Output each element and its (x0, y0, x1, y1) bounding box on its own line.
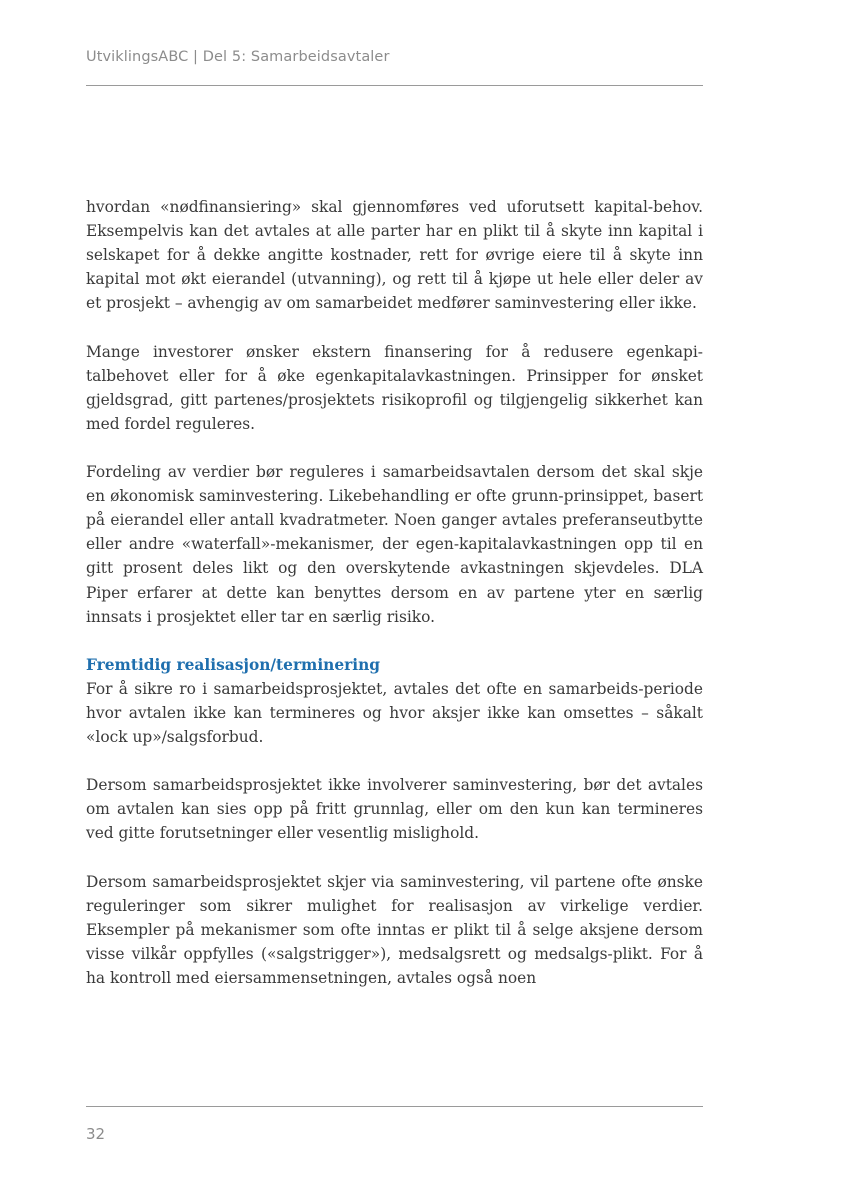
page-number: 32 (86, 1125, 106, 1143)
paragraph-emergency-financing: hvordan «nødfinansiering» skal gjennomføres ved uforutsett kapital-behov. Eksempelvis kan det avtales at alle parter har en plikt til å skyte inn kapital i selskapet for å dekke angitte kostnader, rett for øvrige eiere til å skyte inn kapital mot økt eierandel (utvanning), og rett til å kjøpe ut hele eller deler av et prosjekt – avhengig av om samarbeidet medfører saminvestering eller ikke. (86, 198, 703, 313)
footer-divider (86, 1106, 703, 1107)
running-header: UtviklingsABC | Del 5: Samarbeidsavtaler (86, 49, 390, 65)
paragraph-external-financing: Mange investorer ønsker ekstern finansering for å redusere egenkapi-talbehovet eller for å øke egenkapitalavkastningen. Prinsipper for ønsket gjeldsgrad, gitt partenes/prosjektets risikoprofil og tilgjengelig sikkerhet kan med fordel reguleres. (86, 342, 703, 433)
paragraph-value-distribution: Fordeling av verdier bør reguleres i samarbeidsavtalen dersom det skal skje en økonomisk saminvestering. Likebehandling er ofte grunn-prinsippet, basert på eierandel eller antall kvadratmeter. Noen ganger avtales preferanseutbytte eller andre «waterfall»-mekanismer, der egen-kapitalavkastningen opp til en gitt prosent deles likt og den overskytende avkastningen skjevdeles. DLA Piper erfarer at dette kan benyttes dersom en av partene yter en særlig innsats i prosjektet eller tar en særlig risiko. (86, 463, 703, 626)
paragraph-termination: Dersom samarbeidsprosjektet ikke involverer saminvestering, bør det avtales om avtalen kan sies opp på fritt grunnlag, eller om den kun kan termineres ved gitte forutsetninger eller vesentlig mislighold. (86, 776, 703, 843)
paragraph-co-investment-exit: Dersom samarbeidsprosjektet skjer via saminvestering, vil partene ofte ønske reguleringer som sikrer mulighet for realisasjon av virkelige verdier. Eksempler på mekanismer som ofte inntas er plikt til å selge aksjene dersom visse vilkår oppfylles («salgstrigger»), medsalgsrett og medsalgs-plikt. For å ha kontroll med eiersammensetningen, avtales også noen (86, 872, 703, 987)
header-divider (86, 85, 703, 86)
body-text (86, 195, 703, 1014)
section-heading-realisation: Fremtidig realisasjon/terminering (86, 655, 381, 674)
paragraph-lock-up: For å sikre ro i samarbeidsprosjektet, avtales det ofte en samarbeids-periode hvor avtalen ikke kan termineres og hvor aksjer ikke kan omsettes – såkalt «lock up»/salgsforbud. (86, 679, 703, 747)
